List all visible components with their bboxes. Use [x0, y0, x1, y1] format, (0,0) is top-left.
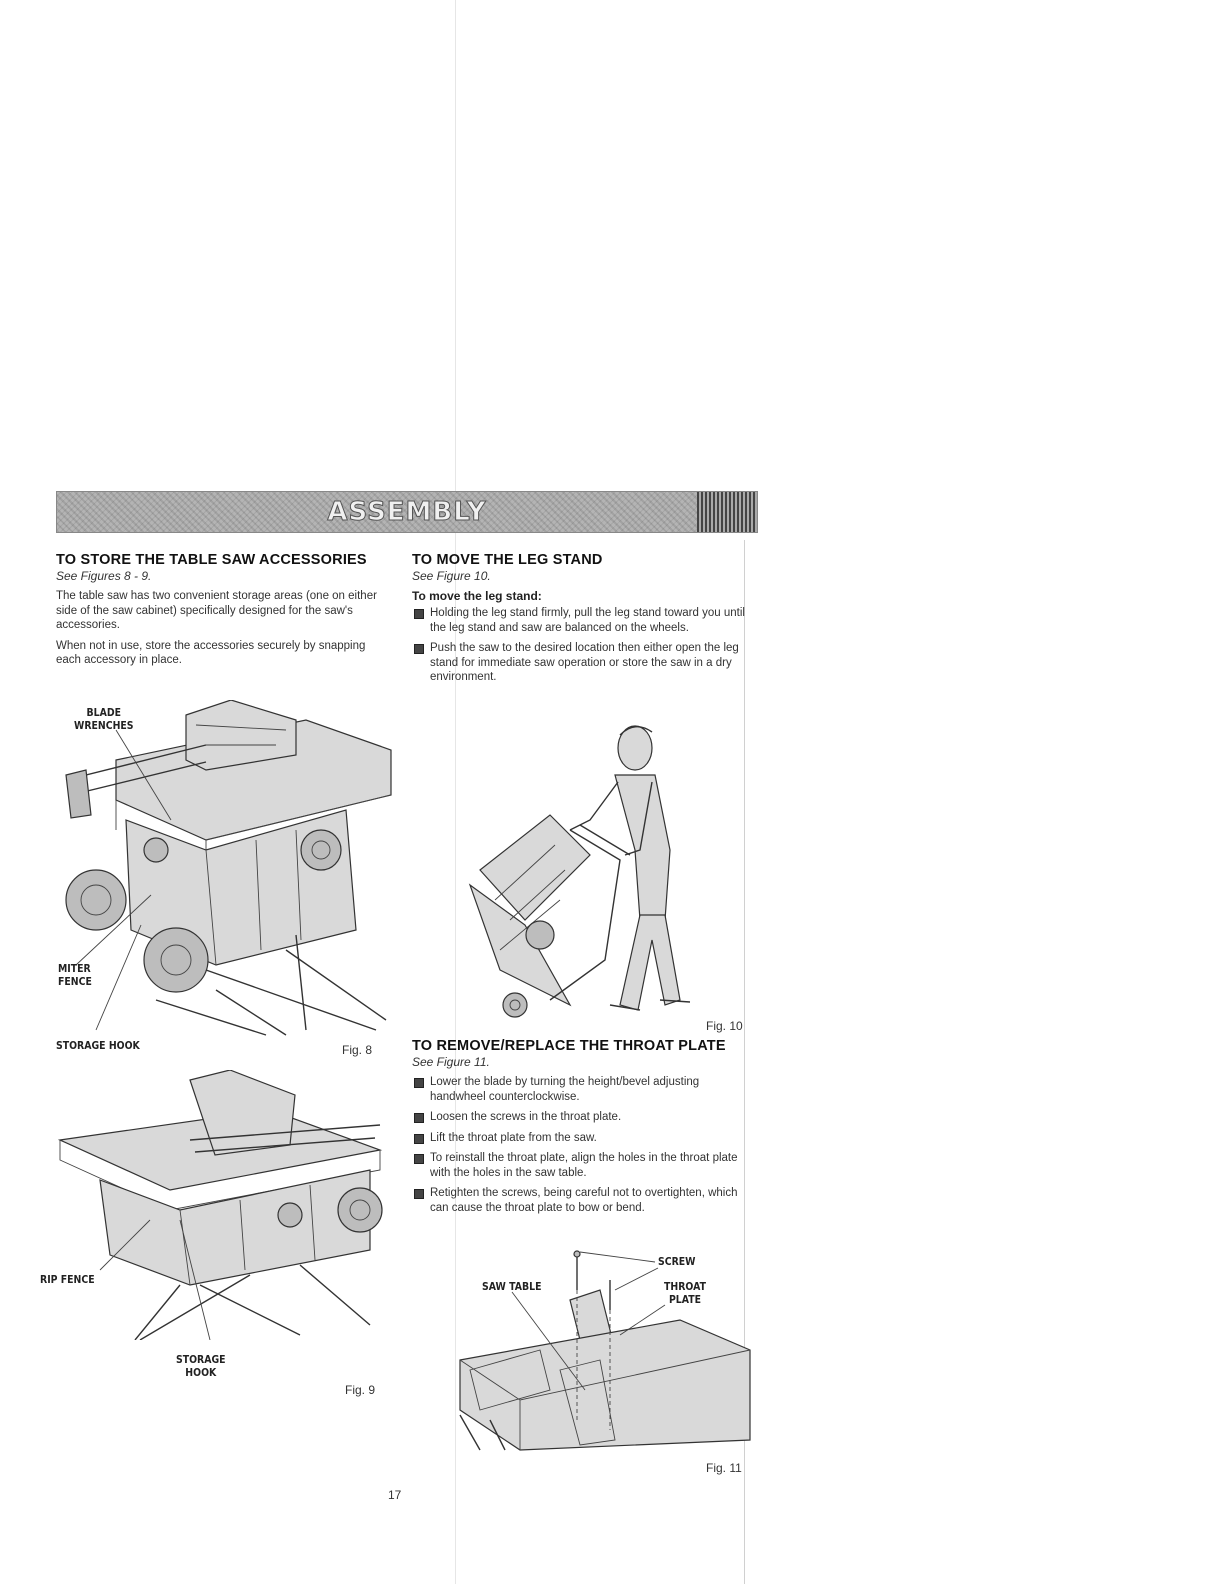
label-miter-fence: MITER FENCE — [58, 962, 92, 988]
label-throat-plate: THROAT PLATE — [664, 1280, 706, 1306]
list-item: Loosen the screws in the throat plate. — [412, 1110, 750, 1125]
person-moving-saw-illustration — [440, 720, 740, 1025]
store-accessories-section — [56, 552, 386, 668]
label-storage-hook: STORAGE HOOK — [56, 1039, 140, 1052]
page-number: 17 — [388, 1488, 402, 1502]
banner-stripes — [697, 492, 757, 532]
table-saw-storage-illustration — [56, 700, 396, 1045]
figure-caption: Fig. 8 — [342, 1043, 373, 1057]
list-item: Holding the leg stand firmly, pull the leg stand toward you until the leg stand and saw are balanced on the wheels. — [412, 606, 750, 635]
figure-reference: See Figures 8 - 9. — [56, 569, 152, 583]
paragraph: When not in use, store the accessories securely by snapping each accessory in place. — [56, 639, 366, 666]
instruction-list — [412, 606, 750, 685]
list-item: Push the saw to the desired location then either open the leg stand for immediate saw operation or store the saw in a dry environment. — [412, 641, 750, 685]
label-storage-hook: STORAGE HOOK — [176, 1353, 226, 1379]
section-heading: TO STORE THE TABLE SAW ACCESSORIES — [56, 552, 367, 568]
list-item: Lower the blade by turning the height/bevel adjusting handwheel counterclockwise. — [412, 1075, 750, 1104]
figure-11 — [440, 1250, 752, 1480]
figure-caption: Fig. 10 — [706, 1019, 743, 1033]
figure-reference: See Figure 10. — [412, 569, 491, 583]
section-banner — [56, 491, 758, 533]
instruction-list — [412, 1075, 750, 1215]
throat-plate-section — [412, 1038, 750, 1221]
figure-10 — [440, 720, 750, 1035]
instruction-intro: To move the leg stand: — [412, 589, 542, 603]
list-item: Retighten the screws, being careful not to overtighten, which can cause the throat plate to bow or bend. — [412, 1186, 750, 1215]
section-heading: TO MOVE THE LEG STAND — [412, 552, 603, 568]
list-item: Lift the throat plate from the saw. — [412, 1131, 750, 1146]
label-saw-table: SAW TABLE — [482, 1280, 542, 1293]
banner-title: ASSEMBLY — [327, 497, 487, 527]
label-rip-fence: RIP FENCE — [40, 1273, 95, 1286]
figure-caption: Fig. 11 — [706, 1461, 742, 1475]
figure-reference: See Figure 11. — [412, 1055, 490, 1069]
list-item: To reinstall the throat plate, align the holes in the throat plate with the holes in the saw table. — [412, 1151, 750, 1180]
label-screw: SCREW — [658, 1255, 696, 1268]
section-heading: TO REMOVE/REPLACE THE THROAT PLATE — [412, 1038, 726, 1054]
paragraph: The table saw has two convenient storage areas (one on either side of the saw cabinet) specifically designed for the saw's accessories. — [56, 590, 377, 631]
figure-caption: Fig. 9 — [345, 1383, 376, 1397]
figure-8 — [56, 700, 396, 1060]
figure-9 — [40, 1070, 400, 1400]
move-leg-stand-section — [412, 552, 750, 691]
label-blade-wrenches: BLADE WRENCHES — [74, 706, 134, 732]
table-saw-rip-fence-storage-illustration — [40, 1070, 400, 1340]
